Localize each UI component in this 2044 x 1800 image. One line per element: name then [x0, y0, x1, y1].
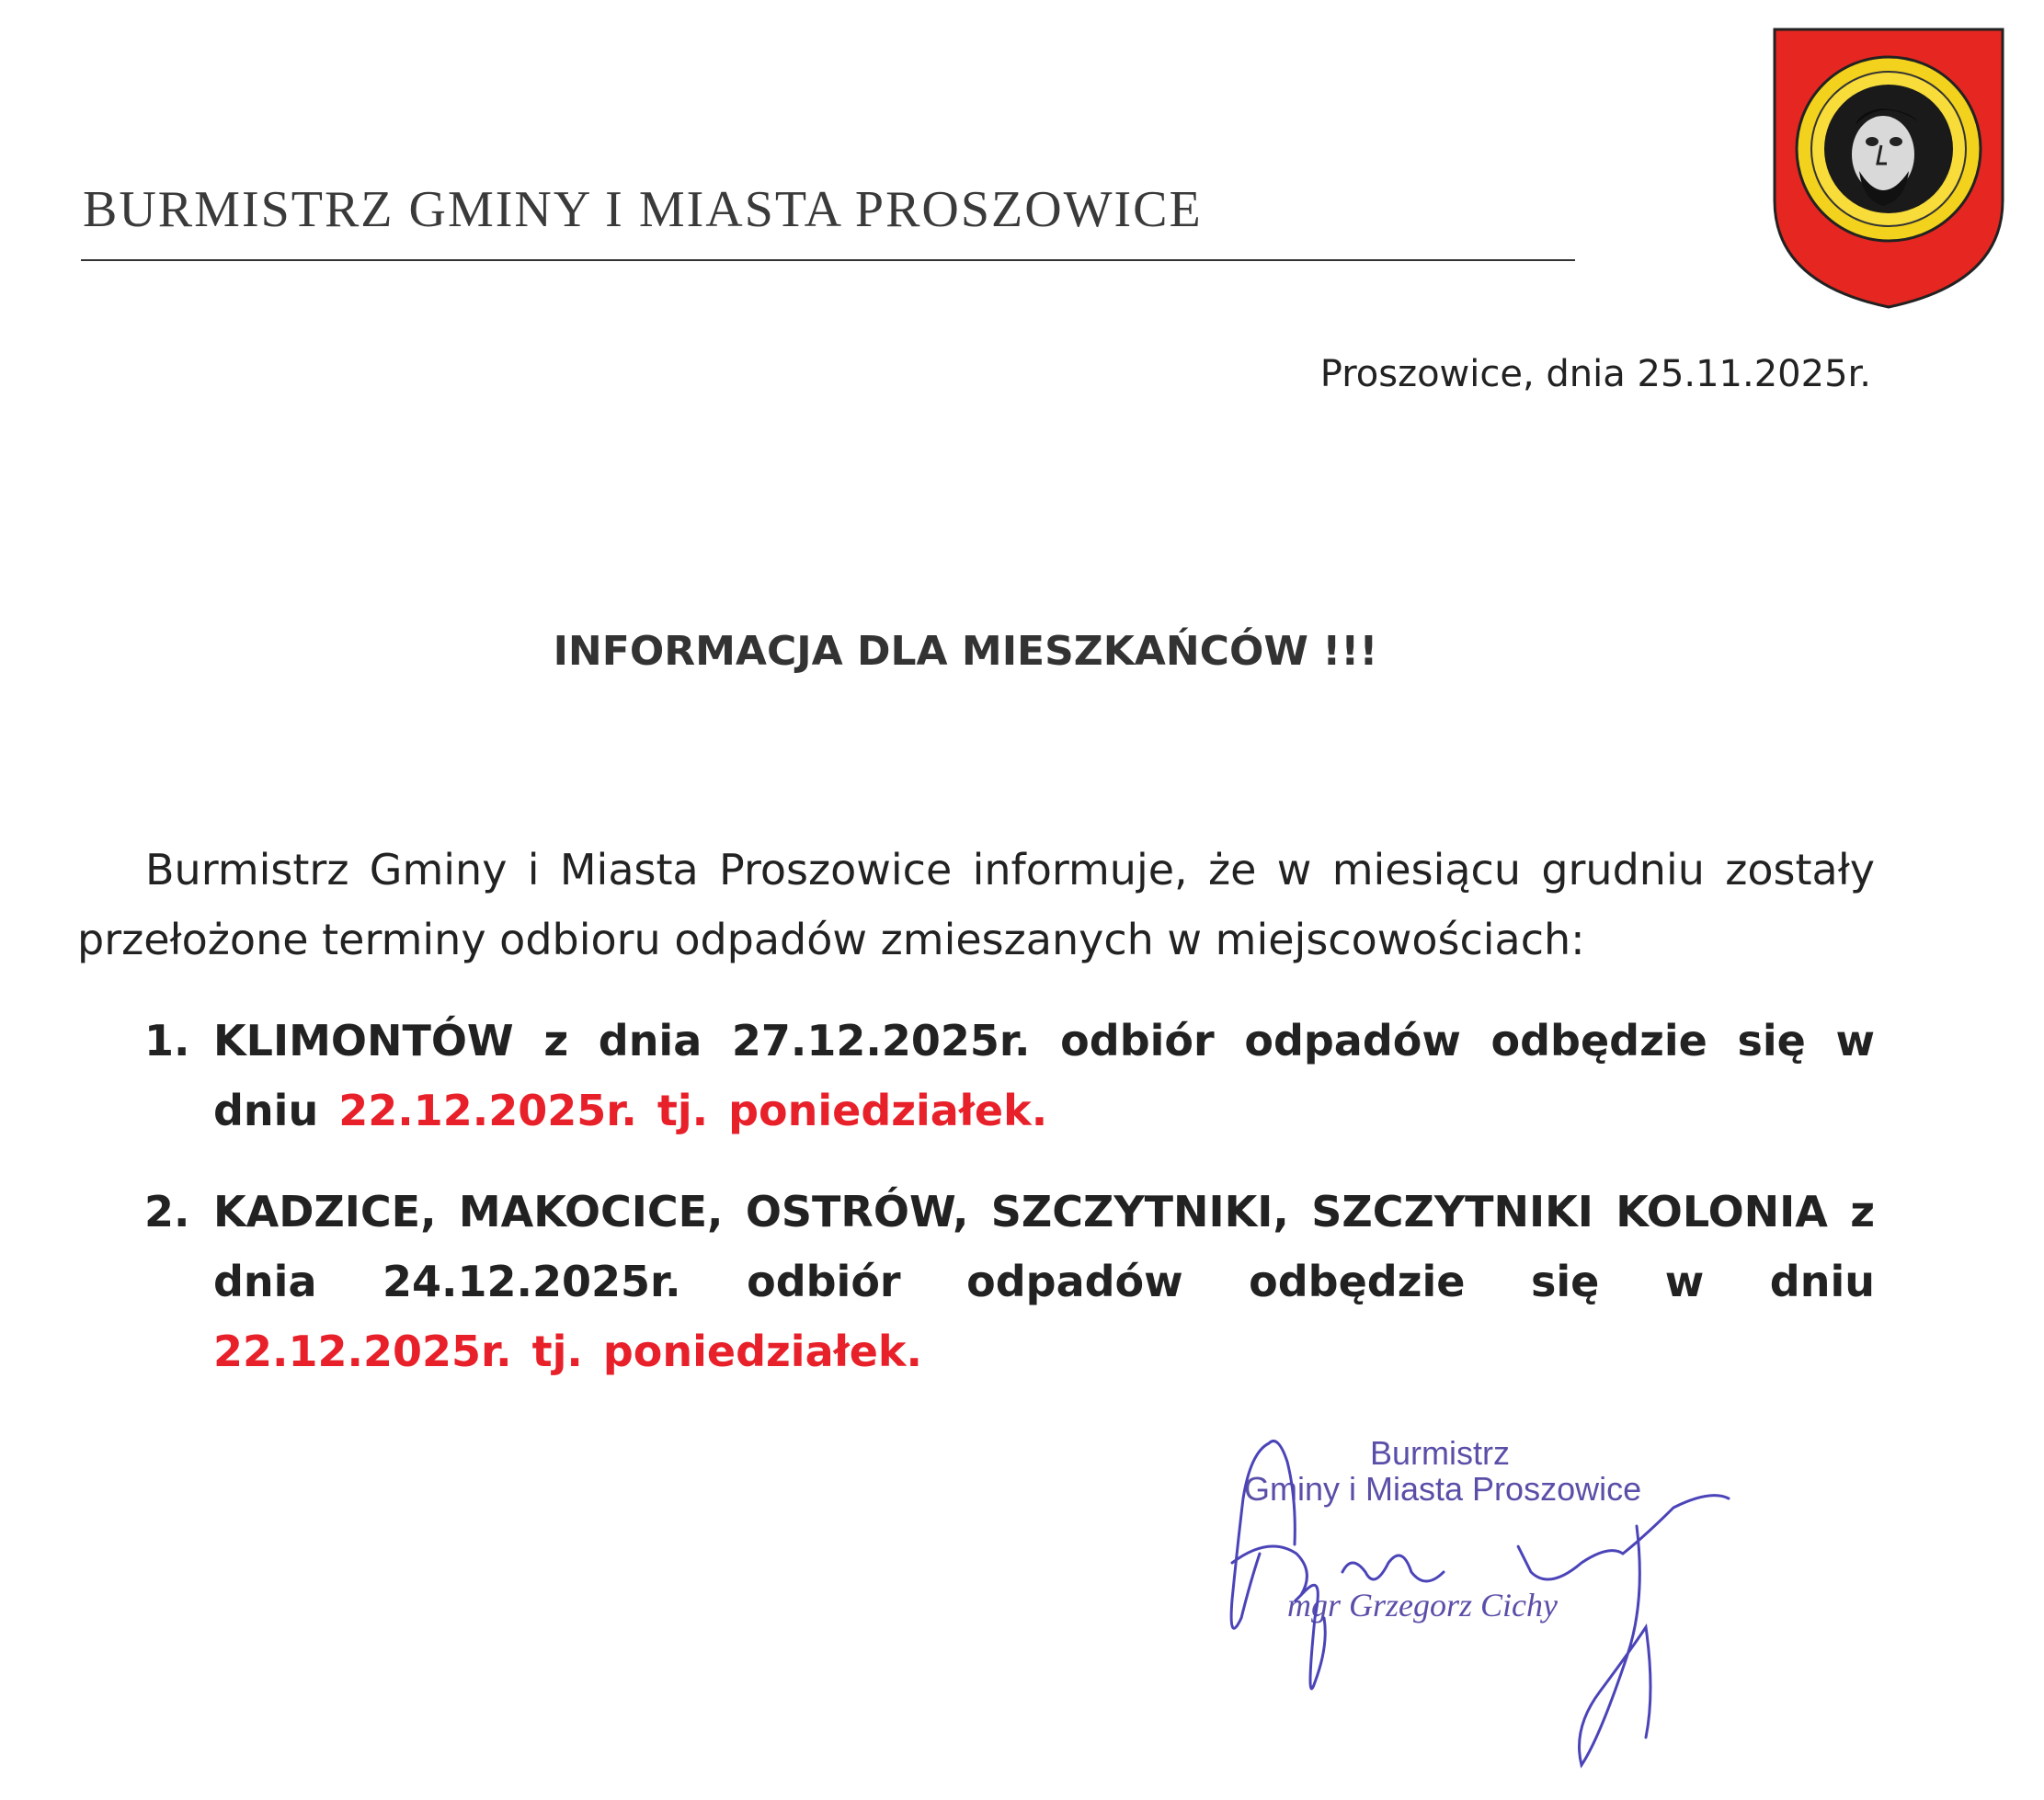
list-item-number: 1. — [144, 1016, 190, 1065]
coat-of-arms-icon — [1771, 26, 2006, 311]
list-item-text — [213, 1177, 1875, 1386]
stamp-line-name: mgr Grzegorz Cichy — [1287, 1587, 1558, 1623]
list-item-body: KLIMONTÓW z dnia 27.12.2025r. odbiór odpadów odbędzie się w dniu — [213, 1016, 1875, 1135]
list-item — [144, 1177, 1875, 1386]
list-item-body: KADZICE, MAKOCICE, OSTRÓW, SZCZYTNIKI, SZCZYTNIKI KOLONIA z dnia 24.12.2025r. odbiór odpadów odbędzie się w dniu — [213, 1187, 1875, 1306]
notice-title: INFORMACJA DLA MIESZKAŃCÓW !!! — [553, 628, 1378, 675]
list-item-number: 2. — [144, 1187, 190, 1236]
list-item-text — [213, 1006, 1875, 1145]
list-item-highlight: 22.12.2025r. tj. poniedziałek. — [338, 1086, 1048, 1135]
date-line: Proszowice, dnia 25.11.2025r. — [1319, 353, 1871, 395]
letterhead-rule — [81, 259, 1575, 261]
letterhead-title: BURMISTRZ GMINY I MIASTA PROSZOWICE — [83, 181, 1203, 238]
signature-stamp — [1214, 1434, 1747, 1774]
handwritten-signature-icon — [1214, 1434, 1747, 1774]
stamp-line-title: Burmistrz — [1370, 1434, 1510, 1472]
list-item — [144, 1006, 1875, 1145]
intro-paragraph: Burmistrz Gminy i Miasta Proszowice informuje, że w miesiącu grudniu zostały przełożone terminy odbioru odpadów zmieszanych w miejscowościach: — [77, 845, 1875, 964]
stamp-line-office: Gminy i Miasta Proszowice — [1244, 1470, 1642, 1508]
list-item-highlight: 22.12.2025r. tj. poniedziałek. — [213, 1327, 922, 1376]
